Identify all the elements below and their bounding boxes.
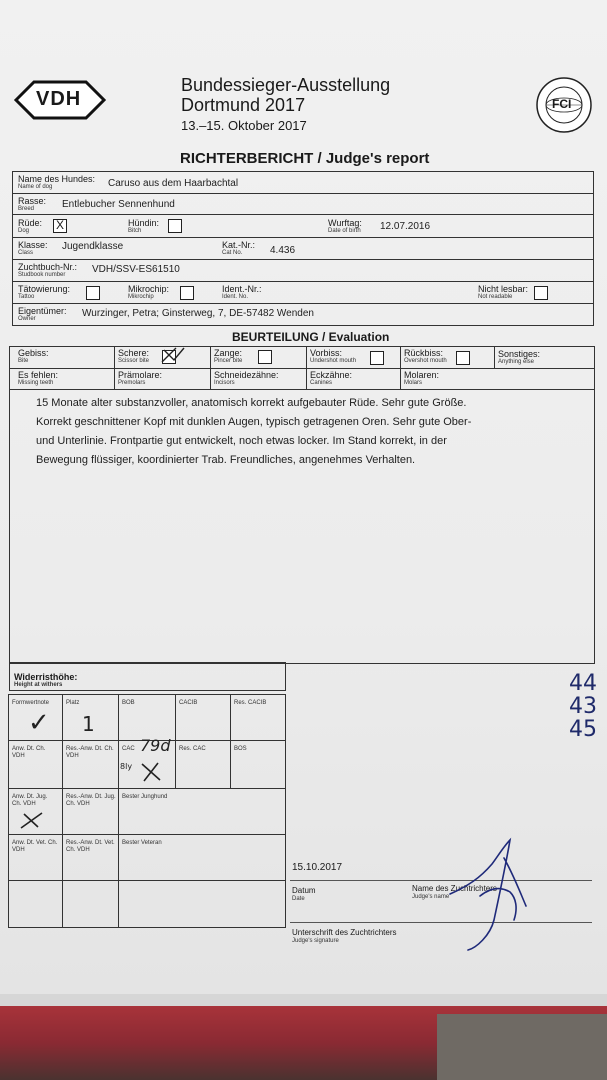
chip-label: Mikrochip:: [128, 284, 170, 294]
grade-header-res-cacib: Res. CACIB: [234, 700, 267, 706]
report-date-value: 15.10.2017: [292, 862, 343, 873]
folder-edge: [0, 994, 607, 1006]
platz-handwritten: 1: [82, 712, 95, 736]
fci-seal-text: FCI: [552, 97, 572, 111]
grade-header-cacib: CACIB: [179, 700, 198, 706]
catno-value: 4.436: [270, 245, 296, 256]
judge-signature: [440, 836, 530, 954]
female-checkbox[interactable]: [168, 219, 182, 233]
scissor-check-mark: [158, 344, 186, 368]
report-title: RICHTERBERICHT / Judge's report: [180, 150, 430, 167]
male-checkbox-mark: X: [56, 218, 65, 232]
dog-name-value: Caruso aus dem Haarbachtal: [108, 178, 239, 189]
other-label: Sonstiges:: [498, 349, 541, 359]
vdh-logo-text: VDH: [36, 88, 82, 110]
incisor-label: Schneidezähne:: [214, 370, 279, 380]
grade-header-platz: Platz: [66, 700, 80, 706]
class-value: Jugendklasse: [62, 241, 124, 252]
cac-handwritten-note: 8ly: [120, 762, 133, 771]
unreadable-checkbox[interactable]: [534, 286, 548, 300]
undershot-checkbox[interactable]: [370, 351, 384, 365]
male-label: Rüde:: [18, 218, 43, 228]
tattoo-checkbox[interactable]: [86, 286, 100, 300]
molar-label: Molaren:: [404, 370, 440, 380]
junior-cross-mark: [18, 808, 46, 832]
show-dates: 13.–15. Oktober 2017: [181, 118, 307, 133]
missing-teeth-label: Es fehlen:: [18, 370, 59, 380]
date-label: Datum: [292, 886, 316, 895]
evaluation-line: 15 Monate alter substanzvoller, anatomisch korrekt aufgebauter Rüde. Sehr gute Größe.: [36, 397, 467, 409]
owner-value: Wurzinger, Petra; Ginsterweg, 7, DE-57482 Wenden: [82, 308, 314, 319]
chip-checkbox[interactable]: [180, 286, 194, 300]
pincer-label: Zange:: [214, 348, 243, 358]
class-label: Klasse:: [18, 240, 48, 250]
premolar-label: Prämolare:: [118, 370, 163, 380]
best-junior-label: Bester Junghund: [122, 794, 168, 800]
undershot-label: Vorbiss:: [310, 348, 343, 358]
overshot-label: Rückbiss:: [404, 348, 444, 358]
evaluation-line: Korrekt geschnittener Kopf mit dunklen Augen, typisch getragenen Oren. Sehr gute Ober-: [36, 416, 472, 428]
side-handwritten-numbers: 444345: [569, 671, 597, 742]
birth-value: 12.07.2016: [380, 221, 431, 232]
breed-value: Entlebucher Sennenhund: [62, 199, 175, 210]
pincer-checkbox[interactable]: [258, 350, 272, 364]
scissor-label: Schere:: [118, 348, 150, 358]
grade-header-formwert: Formwertnote: [12, 700, 50, 706]
catno-label: Kat.-Nr.:: [222, 240, 256, 250]
dog-name-label: Name des Hundes:: [18, 174, 96, 184]
owner-label: Eigentümer:: [18, 306, 67, 316]
cac-handwritten: 79d: [140, 736, 171, 755]
female-label: Hündin:: [128, 218, 160, 228]
table-surface: [0, 1006, 607, 1080]
overshot-checkbox[interactable]: [456, 351, 470, 365]
bite-label: Gebiss:: [18, 348, 49, 358]
canine-label: Eckzähne:: [310, 370, 353, 380]
show-location: Dortmund 2017: [181, 95, 306, 115]
judge-signature-label: Unterschrift des Zuchtrichters: [292, 928, 397, 937]
evaluation-text: [36, 394, 576, 470]
show-title: Bundessieger-Ausstellung: [181, 75, 391, 95]
grade-header-bob: BOB: [122, 700, 135, 706]
evaluation-title: BEURTEILUNG / Evaluation: [232, 330, 390, 344]
studbook-label: Zuchtbuch-Nr.:: [18, 262, 78, 272]
res-cac-label: Res. CAC: [179, 746, 206, 752]
report-paper: VDH Bundessieger-Ausstellung Dortmund 2017 13.–15. Oktober 2017 FCI RICHTERBERICHT / Judge's report Name des Hundes: Name of dog Caruso aus dem Haarbachtal Rasse: Breed Entlebucher Sennenhund Rüde: Dog X Hündin: Bitch Wurftag: Date of birth 12.07.2016 Klasse: Class Jugendklasse Kat.-Nr.: Cat No. 4.436 Zuchtbuch-Nr.: Studbook number VDH/SSV-ES61510 Tätowierung: Tattoo Mikrochip: Mikrochip Ident.-Nr.: Ident. No. Nicht lesbar: Not readable Eigentümer: Owner Wurzinger, Petra; Ginsterweg, 7, DE-57482 Wenden BEURTEILUNG / Evaluation Gebiss: Bite Schere: Scissor bite Zange: Pincer bite Vorbiss: Undershot mouth Rückbiss: Overshot mouth Sonstiges: Anything else Es fehlen: Missing teeth Prämolare: Premolars Schneidezähne: Incisors Eckzähne: Canines Molaren: Molars 15 Monate alter substanzvoller, anatomisch korrekt aufgebauter Rüde. Sehr gute Größe. Korrekt geschnittener Kopf mit dunklen Augen, typisch getragenen Oren. Sehr gute Ober- und Unterlinie. Frontpartie gut entwickelt, noch etwas locker. Im Stand korrekt, in der Bewegung flüssiger, koordinierter Trab. Freundliches, angenehmes Verhalten. Widerristhöhe: Height at withers Formwertnote Platz BOB CACIB Res. CACIB ✓ 1 Anw. Dt. Ch. VDH Res.-Anw. Dt. Ch. VDH CAC Res. CAC BOS 79d 8ly Anw. Dt. Jug. Ch. VDH Res.-Anw. Dt. Jug. Ch. VDH Bester Junghund Anw. Dt. Vet. Ch. VDH Res.-Anw. Dt. Vet. Ch. VDH Bester Veteran 444345 15.10.2017 Datum Date Name des Zuchtrichters Judge's name Unterschrift des Zuchtrichters Judge's signature: [0, 0, 607, 1000]
evaluation-line: und Unterlinie. Frontpartie gut entwickelt, noch etwas locker. Im Stand korrekt, in der: [36, 435, 447, 447]
studbook-value: VDH/SSV-ES61510: [92, 264, 180, 275]
best-veteran-label: Bester Veteran: [122, 840, 162, 846]
bos-label: BOS: [234, 746, 247, 752]
height-label: Widerristhöhe:: [14, 672, 78, 682]
cac-cross-mark: [138, 760, 164, 784]
unreadable-label: Nicht lesbar:: [478, 284, 529, 294]
tattoo-label: Tätowierung:: [18, 284, 71, 294]
evaluation-line: Bewegung flüssiger, koordinierter Trab. Freundliches, angenehmes Verhalten.: [36, 454, 416, 466]
judge-name-label: Name des Zuchtrichters: [412, 884, 497, 893]
breed-label: Rasse:: [18, 196, 47, 206]
formwert-handwritten: ✓: [28, 708, 50, 738]
ident-label: Ident.-Nr.:: [222, 284, 262, 294]
birth-label: Wurftag:: [328, 218, 362, 228]
cac-label: CAC: [122, 746, 135, 752]
